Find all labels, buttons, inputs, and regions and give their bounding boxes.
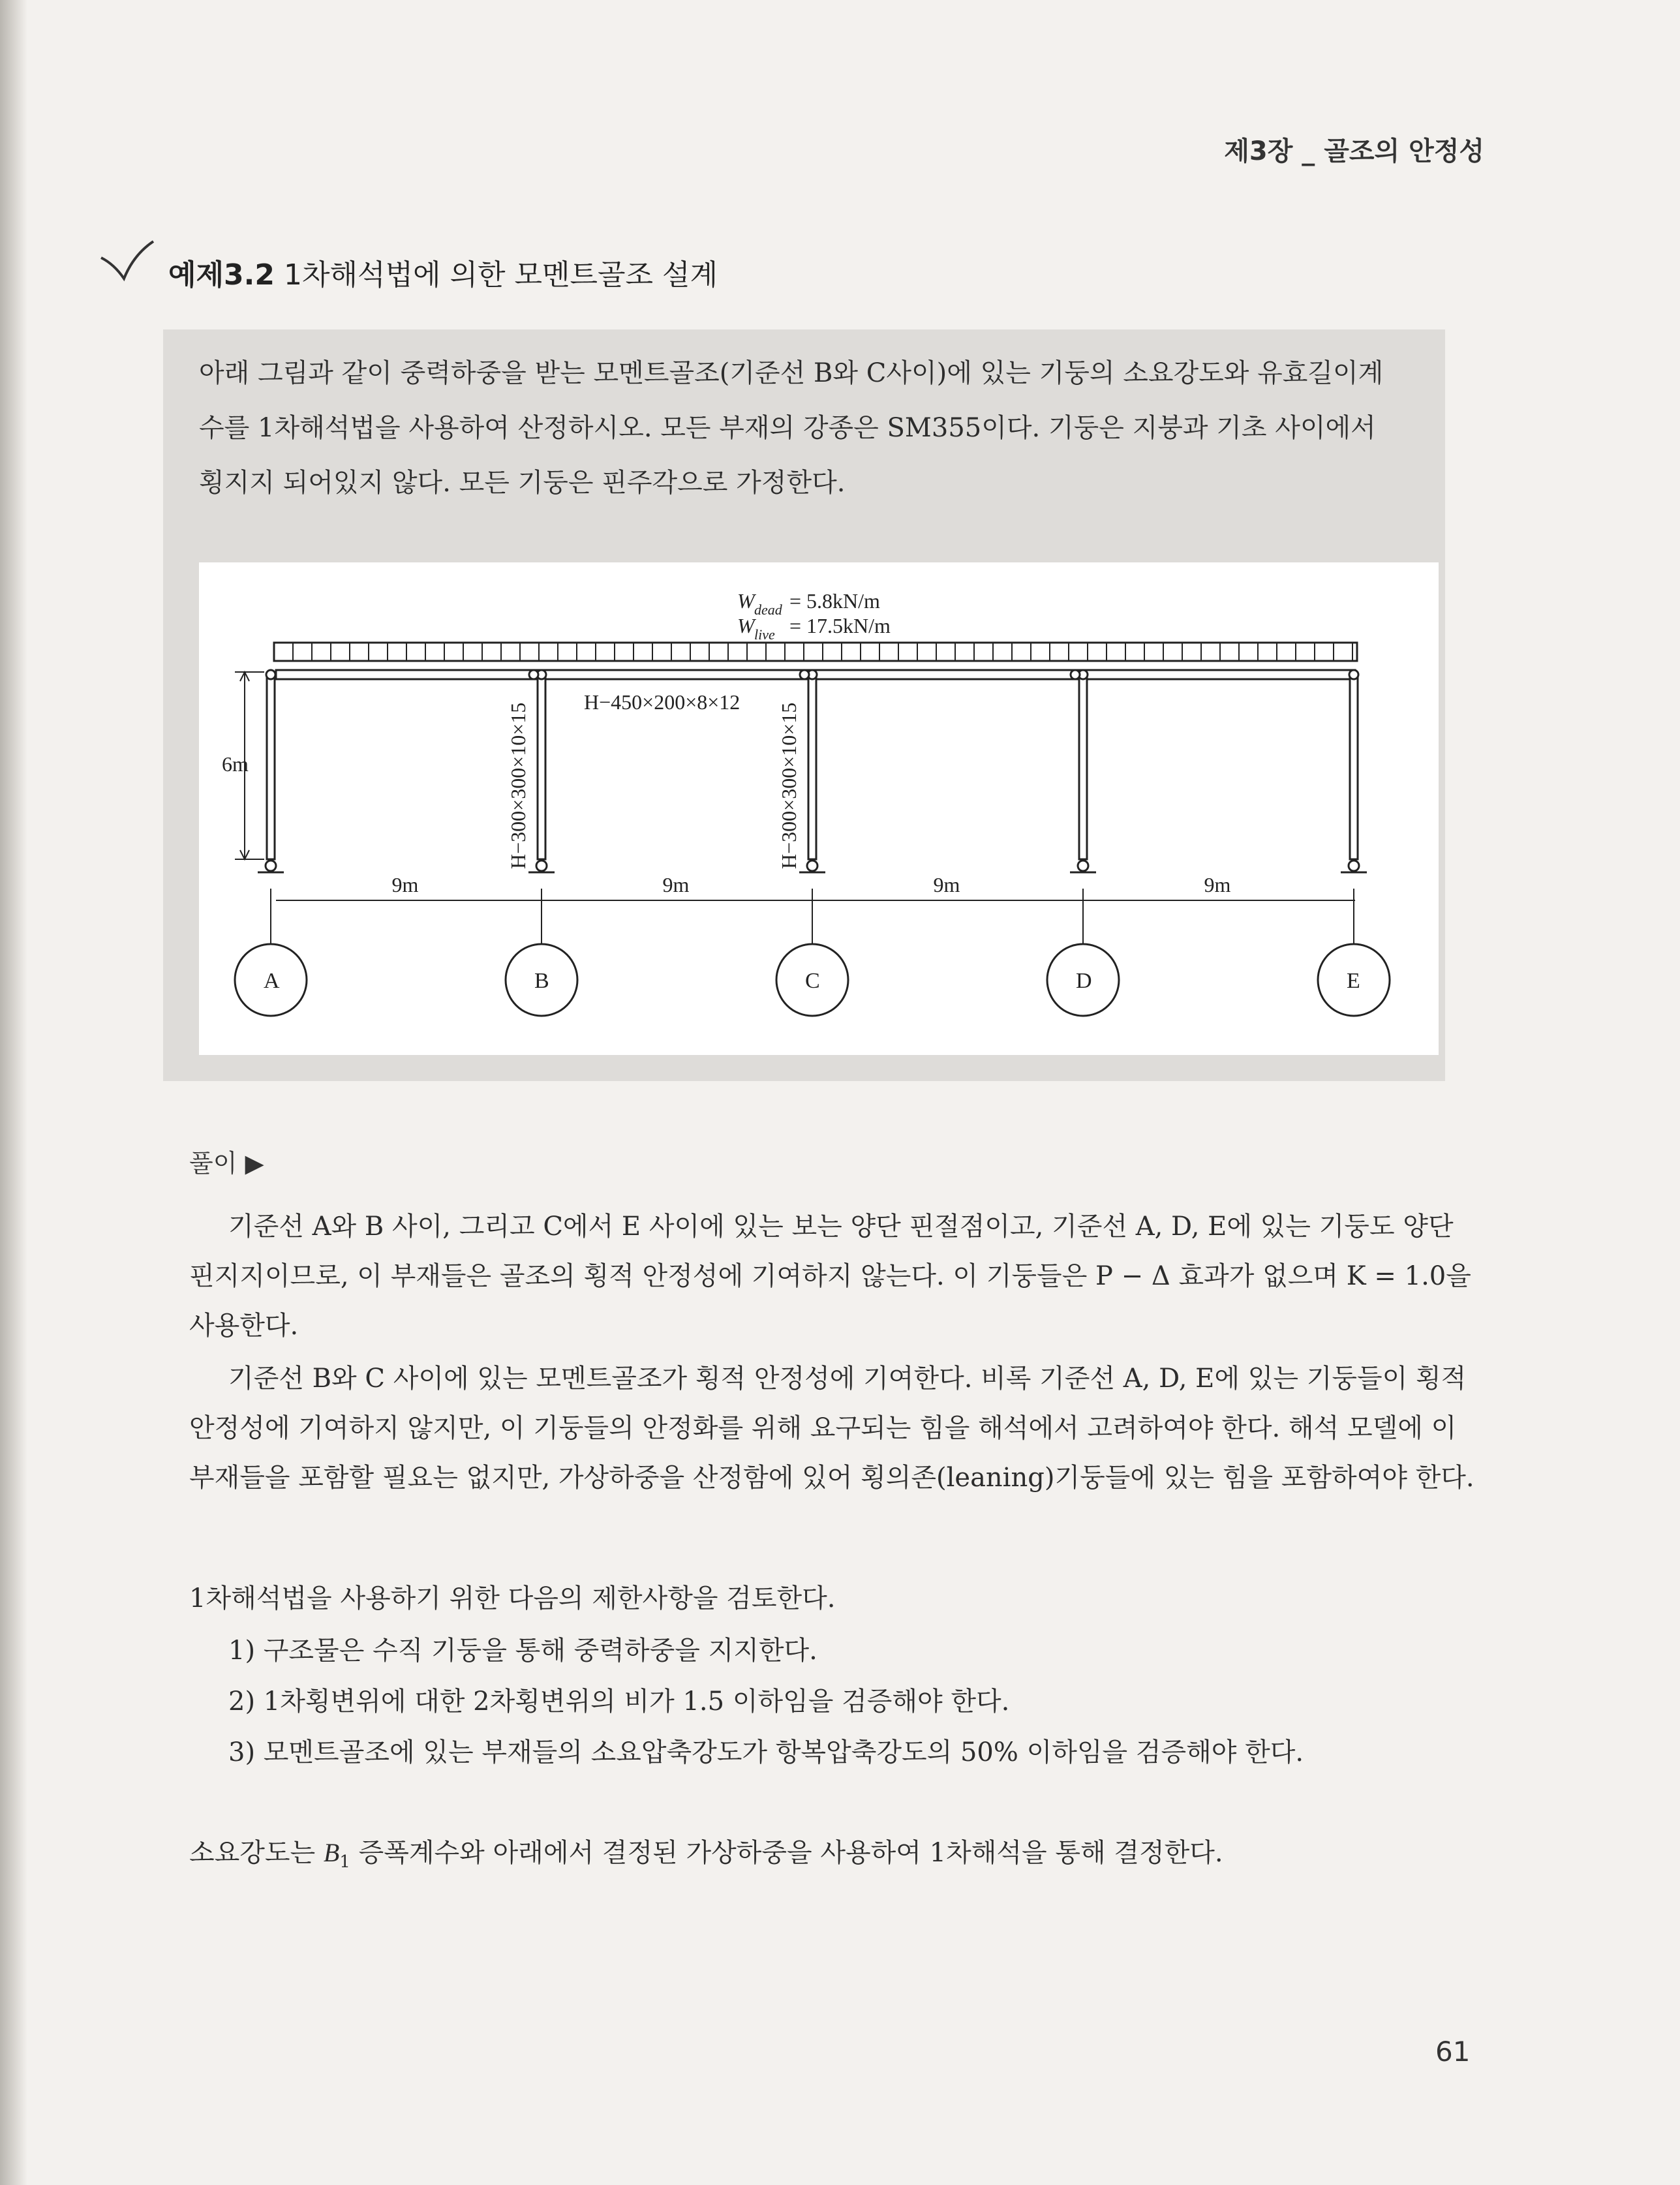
column-a [258, 670, 284, 872]
column-label-b: H−300×300×10×15 [506, 702, 530, 869]
span-label: 9m [391, 873, 419, 896]
svg-text:live: live [754, 626, 775, 643]
limit-item-2: 2) 1차횡변위에 대한 2차횡변위의 비가 1.5 이하임을 검증해야 한다. [228, 1687, 1010, 1717]
svg-text:A: A [264, 969, 280, 993]
solution-paragraph-1: 기준선 A와 B 사이, 그리고 C에서 E 사이에 있는 보는 양단 핀절점이고, 기준선 A, D, E에 있는 기둥도 양단 핀지지이므로, 이 부재들은 골조의 횡적 안정성에 기여하지 않는다. 이 기둥들은 P − Δ 효과가 없으며 K = 1.0을 사용한다. [189, 1212, 1471, 1341]
page-number: 61 [1435, 2036, 1471, 2068]
height-label: 6m [222, 752, 249, 776]
column-d [1070, 670, 1096, 872]
handwritten-check-icon [98, 238, 157, 284]
running-head: 제3장 _ 골조의 안정성 [1224, 136, 1484, 166]
svg-text:C: C [805, 969, 820, 993]
span-label: 9m [662, 873, 690, 896]
example-title [168, 251, 718, 293]
closing-sentence: 소요강도는 $B_1$ 증폭계수와 아래에서 결정된 가상하중을 사용하여 1차해석을 통해 결정한다. [189, 1838, 1223, 1872]
beam-label: H−450×200×8×12 [584, 690, 741, 714]
column-label-c: H−300×300×10×15 [777, 702, 801, 869]
frame-diagram [199, 562, 1439, 1055]
live-load-label [737, 614, 891, 643]
svg-text:D: D [1076, 969, 1092, 993]
column-c [799, 670, 825, 872]
solution-label: 풀이 ▶ [189, 1149, 264, 1178]
grid-bubble-e [1318, 944, 1390, 1016]
grid-bubble-c [776, 944, 848, 1016]
grid-bubble-b [506, 944, 577, 1016]
span-label: 9m [1204, 873, 1231, 896]
svg-text:= 5.8kN/m: = 5.8kN/m [789, 589, 880, 613]
svg-text:dead: dead [754, 602, 782, 618]
svg-text:E: E [1347, 969, 1360, 993]
problem-line: 아래 그림과 같이 중력하중을 받는 모멘트골조(기준선 B와 C사이)에 있는 기둥의 소요강도와 유효길이계 [199, 358, 1384, 388]
distributed-load [274, 643, 1357, 661]
span-label: 9m [933, 873, 960, 896]
columns [258, 670, 1367, 872]
column-b [528, 670, 555, 872]
svg-text:W: W [737, 589, 755, 613]
svg-text:B: B [534, 969, 549, 993]
svg-text:W: W [737, 614, 755, 637]
grid-bubble-d [1047, 944, 1119, 1016]
book-spine-shadow [0, 0, 27, 2185]
limit-item-1: 1) 구조물은 수직 기둥을 통해 중력하중을 지지한다. [228, 1636, 817, 1666]
column-e [1341, 670, 1367, 872]
example-number: 예제3.2 [168, 258, 275, 292]
limits-intro: 1차해석법을 사용하기 위한 다음의 제한사항을 검토한다. [189, 1583, 836, 1613]
example-heading: 1차해석법에 의한 모멘트골조 설계 [283, 258, 718, 292]
problem-line: 수를 1차해석법을 사용하여 산정하시오. 모든 부재의 강종은 SM355이다. 기둥은 지붕과 기초 사이에서 [199, 413, 1376, 443]
frame-figure [199, 562, 1439, 1055]
problem-statement [199, 346, 1439, 510]
problem-line: 횡지지 되어있지 않다. 모든 기둥은 핀주각으로 가정한다. [199, 468, 846, 498]
limit-item-3: 3) 모멘트골조에 있는 부재들의 소요압축강도가 항복압축강도의 50% 이하임을 검증해야 한다. [228, 1737, 1304, 1767]
svg-text:= 17.5kN/m: = 17.5kN/m [789, 614, 891, 637]
solution-paragraph-2: 기준선 B와 C 사이에 있는 모멘트골조가 횡적 안정성에 기여한다. 비록 기준선 A, D, E에 있는 기둥들이 횡적 안정성에 기여하지 않지만, 이 기둥들의 안정화를 위해 요구되는 힘을 해석에서 고려하여야 한다. 해석 모델에 이 부재들을 포함할 필요는 없지만, 가상하중을 산정함에 있어 횡의존(leaning)기둥들에 있는 힘을 포함하여야 한다. [189, 1364, 1474, 1493]
grid-bubble-a [235, 944, 307, 1016]
